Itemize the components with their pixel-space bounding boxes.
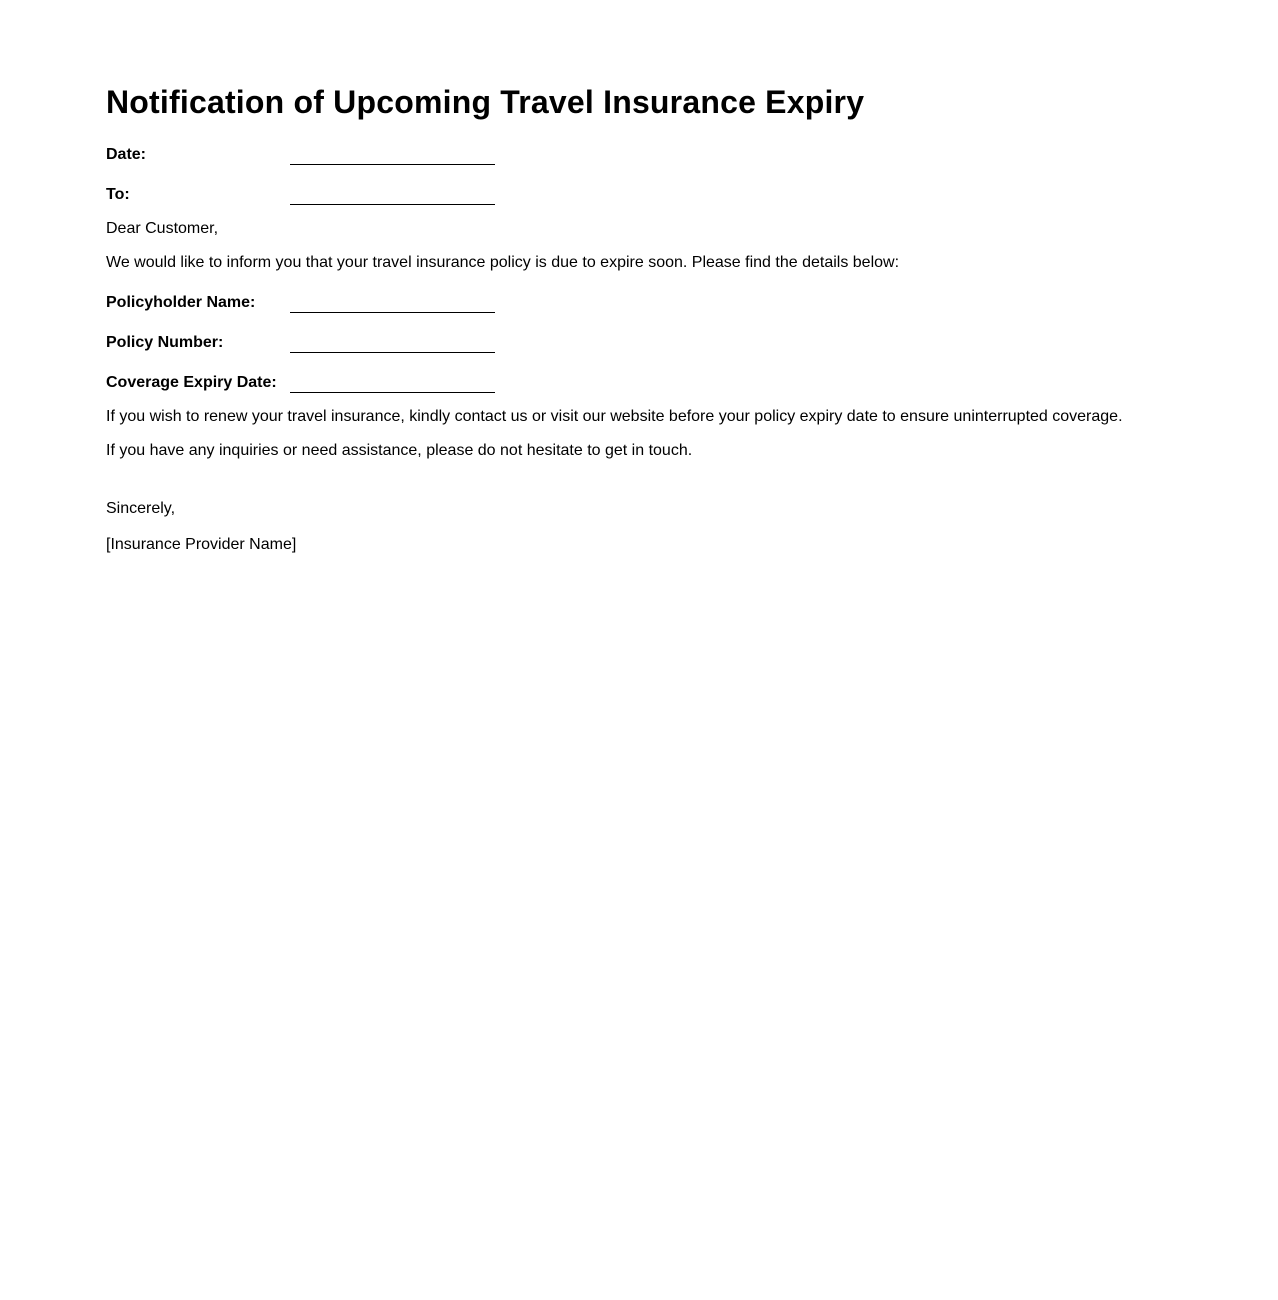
coverage-expiry-date-blank (290, 374, 495, 393)
assistance-paragraph: If you have any inquiries or need assistance, please do not hesitate to get in touch. (106, 442, 693, 459)
date-field-row (106, 140, 1172, 164)
coverage-expiry-date-label: Coverage Expiry Date: (106, 374, 277, 391)
document-title: Notification of Upcoming Travel Insurance Expiry (106, 84, 865, 120)
policyholder-name-label: Policyholder Name: (106, 294, 256, 311)
date-blank (290, 146, 495, 165)
policyholder-name-blank (290, 294, 495, 313)
closing: Sincerely, (106, 500, 176, 517)
renewal-paragraph: If you wish to renew your travel insurance, kindly contact us or visit our website before your policy expiry date to ensure uninterrupted coverage. (106, 408, 1123, 425)
policy-number-row (106, 328, 1172, 352)
signature: [Insurance Provider Name] (106, 536, 297, 553)
date-label: Date: (106, 146, 147, 163)
policyholder-name-row (106, 288, 1172, 312)
document-page (0, 0, 1278, 554)
coverage-expiry-date-row (106, 368, 1172, 392)
policy-number-blank (290, 334, 495, 353)
to-label: To: (106, 186, 130, 203)
to-field-row (106, 180, 1172, 204)
greeting: Dear Customer, (106, 220, 219, 237)
intro-paragraph: We would like to inform you that your travel insurance policy is due to expire soon. Please find the details below: (106, 254, 900, 271)
policy-number-label: Policy Number: (106, 334, 224, 351)
to-blank (290, 186, 495, 205)
